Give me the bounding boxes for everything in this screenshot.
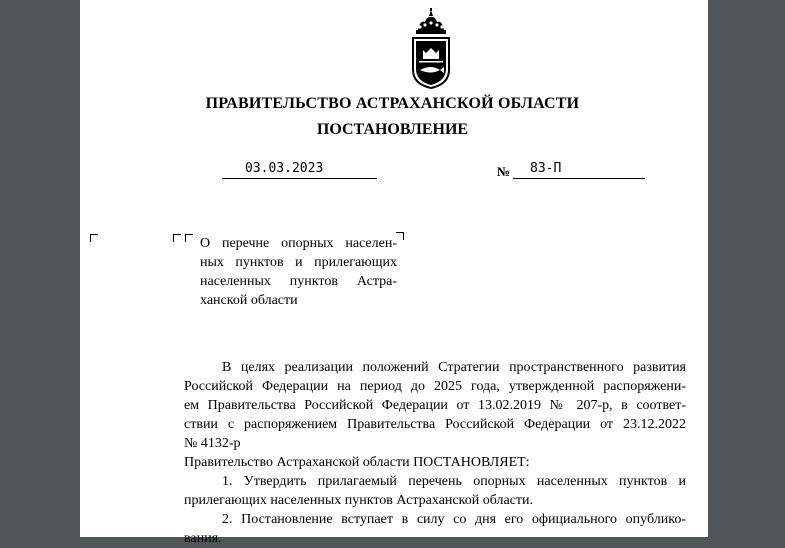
document-date: 03.03.2023: [245, 161, 324, 176]
item-1-line: прилегающих населенных пунктов Астраханской области.: [184, 493, 534, 508]
item-2-line: 2. Постановление вступает в силу со дня его официального опублико-: [222, 512, 686, 527]
number-field: [513, 161, 645, 179]
bracket-corner-left: [185, 234, 193, 242]
subject-line: ных пунктов и прилегающих: [200, 255, 397, 270]
subject-line: О перечне опорных населен-: [200, 236, 397, 251]
preamble-line: ем Правительства Российской Федерации от 13.02.2019 № 207-р, в соответ-: [184, 398, 686, 413]
astrakhan-coat-of-arms-icon: [408, 8, 454, 90]
preamble-line: № 4132-р: [184, 436, 241, 451]
government-title: ПРАВИТЕЛЬСТВО АСТРАХАНСКОЙ ОБЛАСТИ: [205, 95, 580, 112]
document-type: ПОСТАНОВЛЕНИЕ: [316, 121, 469, 138]
subject-line: населенных пунктов Астра-: [200, 274, 397, 289]
bracket-corner-left: [90, 234, 98, 242]
decree-line: Правительство Астраханской области ПОСТАНОВЛЯЕТ:: [184, 455, 530, 470]
bracket-corner-left: [173, 234, 181, 242]
item-2-line: вания.: [184, 531, 222, 546]
preamble-line: Российской Федерации на период до 2025 года, утвержденной распоряжени-: [184, 379, 686, 394]
document-number: 83-П: [530, 161, 562, 176]
date-field: [222, 161, 377, 179]
preamble-line: ствии с распоряжением Правительства Российской Федерации от 23.12.2022: [184, 417, 686, 432]
preamble-line: В целях реализации положений Стратегии пространственного развития: [222, 360, 686, 375]
bracket-corner-right: [396, 232, 404, 240]
document-subject: [200, 234, 397, 310]
subject-line: ханской области: [200, 293, 298, 308]
document-body: [184, 358, 686, 548]
number-sign: №: [497, 164, 511, 179]
item-1-line: 1. Утвердить прилагаемый перечень опорных населенных пунктов и: [222, 474, 686, 489]
document-page: [80, 0, 708, 546]
